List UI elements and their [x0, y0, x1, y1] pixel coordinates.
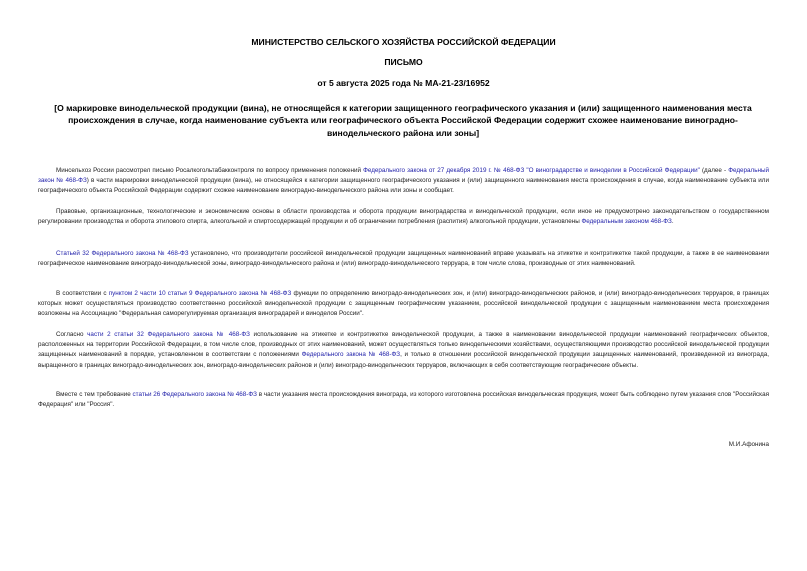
paragraph-text: Минсельхоз России рассмотрел письмо Росалкогольтабакконтроля по вопросу применения положений [56, 167, 364, 174]
paragraph-text: Правовые, организационные, технологические и экономические основы в области производства и оборота продукции виноградарства и винодельческой продукции, если иное не предусмотрено законодательством о государственном регулировании производства и оборота этилового спирта, алкогольной и спиртосодержащей продукции и об ограничении потребления (распития) алкогольной продукции, установлены [38, 208, 769, 226]
law-link-468-fz-full[interactable]: Федерального закона от 27 декабря 2019 г. № 468-ФЗ "О виноградарстве и виноделии в Российской Федерации" [363, 167, 700, 174]
law-link-article-32-part-2[interactable]: части 2 статьи 32 Федерального закона № 468-ФЗ [87, 331, 250, 338]
paragraph-text: установлено, что производители российской винодельческой продукции защищенных наименований вправе указывать на этикетке и контрэтикетке такой продукции, а также в ее наименовании географическое наименование виноградо-винодельческой зоны, виноградо-винодельческого района и (или) виноградо-винодельческого терруара, в том числе слова, производные от этих наименований. [38, 250, 770, 268]
paragraph-text: Согласно [56, 331, 88, 338]
law-link-468-fz[interactable]: Федерального закона № 468-ФЗ [301, 351, 401, 359]
document-type: ПИСЬМО [384, 57, 423, 67]
paragraph-6 [38, 390, 769, 410]
paragraph-text: функции по определению виноградо-винодельческих зон, и (или) виноградо-винодельческих районов, и (или) виноградо-винодельческих терруаров, в границах которых может осуществляться производство соответственно российской винодельческой продукции с защищенным географическим указанием, российской винодельческой продукции с защищенным наименованием места происхождения возложены на Ассоциацию "Федеральная саморегулируемая организация виноградарей и виноделов России". [38, 290, 770, 318]
paragraph-4 [38, 289, 769, 320]
paragraph-text: ) в части маркировки винодельческой продукции (вина), не относящейся к категории защищенного географического указания и (или) защищенного наименования места происхождения в случае, когда наименование субъекта или географического объекта Российской Федерации содержит схожее наименование виноградно-винодельческого района или зоны и сообщает. [38, 177, 769, 195]
paragraph-text: , и только в отношении российской винодельческой продукции защищенных наименований, произведенной из винограда, выращенного в границах виноградо-винодельческих зон, виноградо-винодельческих районов и (или) виноградо-винодельческих терруаров, включающих в себя соответствующие географические объекты. [38, 351, 769, 369]
law-link-468-fz[interactable]: Федеральным законом 468-ФЗ [581, 218, 672, 226]
paragraph-text: (далее - [699, 167, 729, 174]
paragraph-text: в части указания места происхождения винограда, из которого изготовлена российская винодельческая продукция, может быть соблюдено путем указания слов "Российская Федерация" или "Россия". [38, 391, 769, 409]
ministry-name: МИНИСТЕРСТВО СЕЛЬСКОГО ХОЗЯЙСТВА РОССИЙСКОЙ ФЕДЕРАЦИИ [251, 37, 556, 47]
document-date-number: от 5 августа 2025 года № МА-21-23/16952 [317, 78, 490, 88]
paragraph-1 [38, 166, 769, 197]
law-link-article-9[interactable]: пунктом 2 части 10 статьи 9 Федерального закона № 468-ФЗ [108, 290, 292, 297]
paragraph-3 [38, 249, 769, 269]
signature: М.И.Афонина [728, 441, 769, 448]
paragraph-text: В соответствии с [56, 290, 109, 297]
paragraph-text: использование на этикетке и контрэтикетке винодельческой продукции, а также в наименовании винодельческой продукции наименований географических объектов, расположенных на территории Российской Федерации, в том числе слов, производных от этих наименований, может осуществляться только винодельческими хозяйствами, осуществляющими производство российской винодельческой продукции защищенных наименований в порядке, установленном в соответствии с положениями [38, 331, 769, 359]
law-link-article-26[interactable]: статьи 26 Федерального закона № 468-ФЗ [132, 391, 257, 398]
paragraph-text: . [671, 218, 674, 226]
paragraph-2 [38, 207, 769, 227]
law-link-468-fz[interactable]: Федеральный закон № 468-ФЗ [38, 167, 770, 185]
paragraph-text: Вместе с тем требование [56, 391, 133, 398]
paragraph-5 [38, 330, 769, 371]
law-link-article-32[interactable]: Статьей 32 Федерального закона № 468-ФЗ [56, 250, 189, 257]
document-title: [О маркировке винодельческой продукции (вина), не относящейся к категории защищенного географического указания и (или) защищенного наименования места происхождения в случае, когда наименование субъекта или географического объекта Российской Федерации содержит схожее наименование виноградно-винодельческого района или зоны] [54, 103, 752, 138]
